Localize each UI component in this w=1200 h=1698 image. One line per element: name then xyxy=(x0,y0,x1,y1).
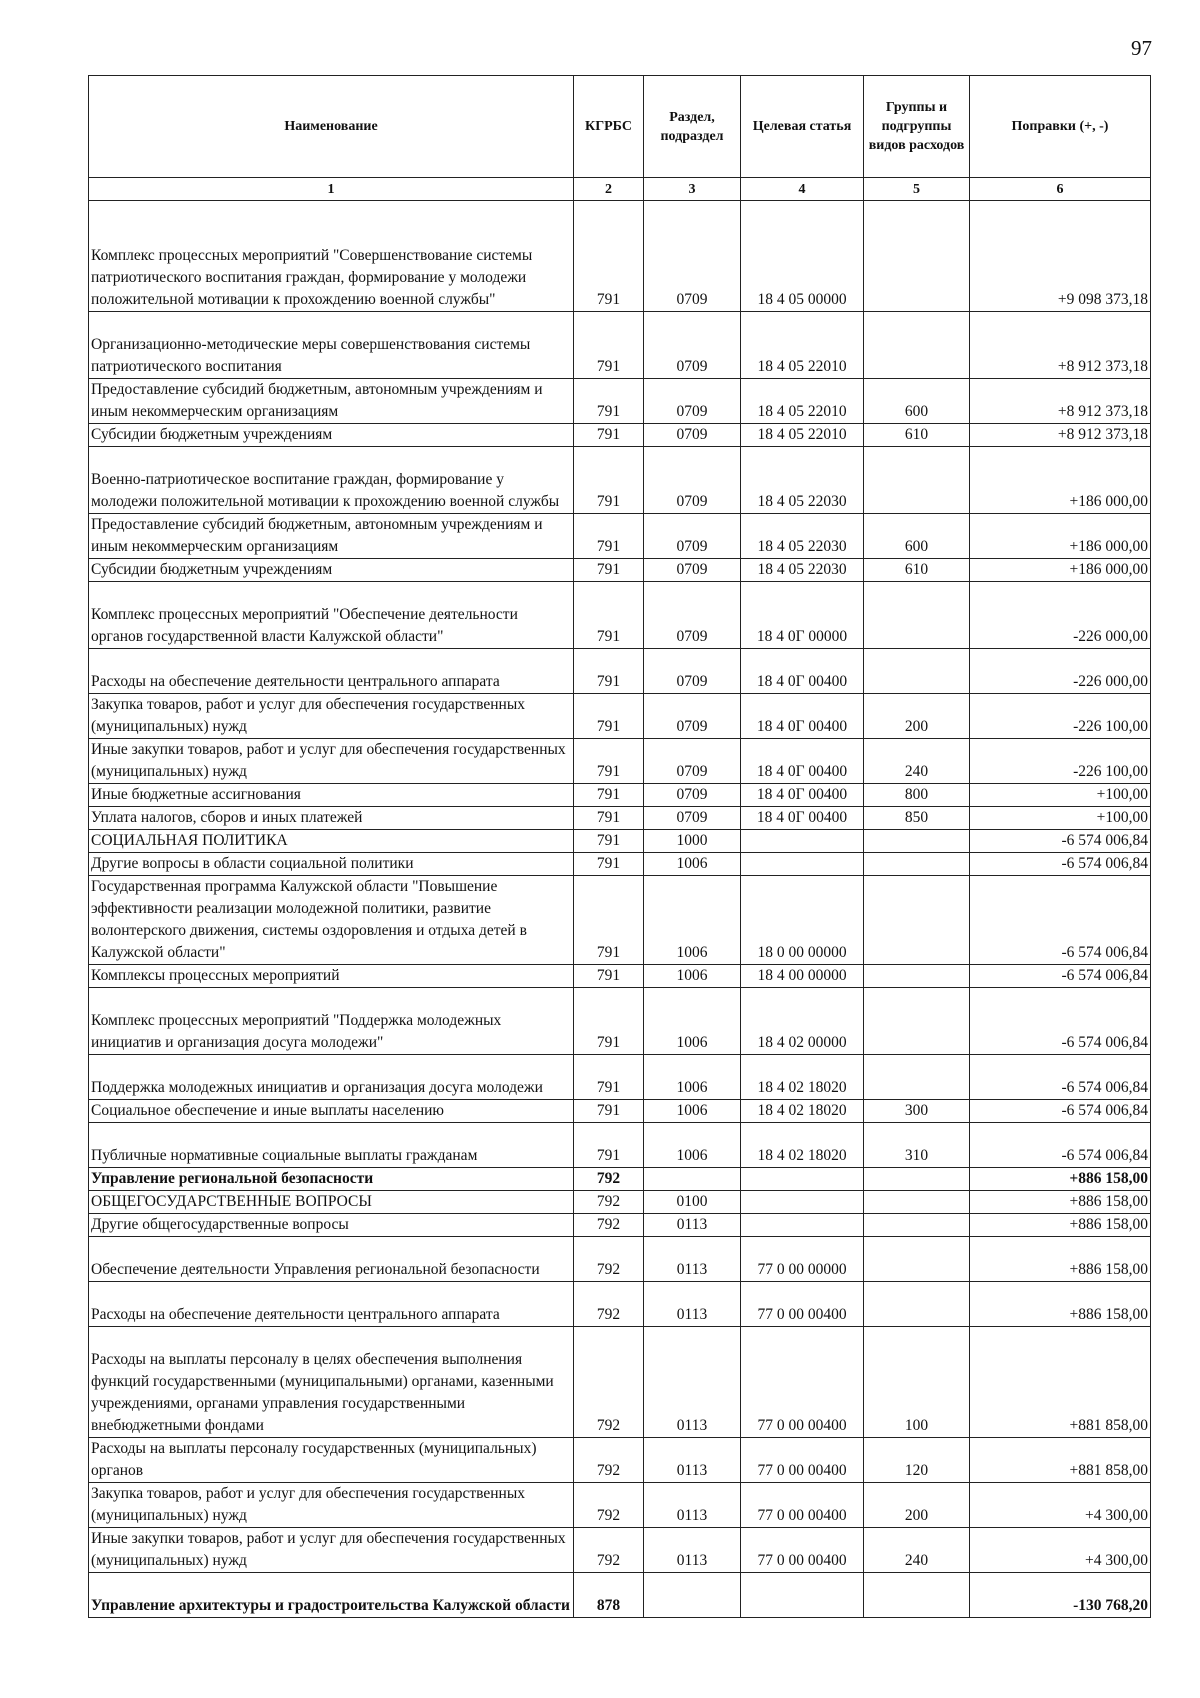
row-amount-cell: +4 300,00 xyxy=(970,1528,1151,1573)
table-row xyxy=(89,559,1151,582)
row-amount-cell: -6 574 006,84 xyxy=(970,830,1151,853)
row-kgrbs-cell: 791 xyxy=(574,1055,644,1100)
row-target-cell: 18 4 0Г 00000 xyxy=(741,582,864,649)
table-row xyxy=(89,424,1151,447)
row-kgrbs-cell: 792 xyxy=(574,1282,644,1327)
row-name-cell: Обеспечение деятельности Управления региональной безопасности xyxy=(89,1237,574,1282)
table-row xyxy=(89,1191,1151,1214)
row-name-cell: Субсидии бюджетным учреждениям xyxy=(89,424,574,447)
row-target-cell: 18 4 0Г 00400 xyxy=(741,649,864,694)
row-amount-cell: -6 574 006,84 xyxy=(970,1100,1151,1123)
table-row xyxy=(89,1055,1151,1100)
row-amount-cell: +186 000,00 xyxy=(970,559,1151,582)
row-kgrbs-cell: 791 xyxy=(574,853,644,876)
row-group-cell: 610 xyxy=(864,424,970,447)
row-kgrbs-cell: 791 xyxy=(574,201,644,312)
row-target-cell: 18 4 02 18020 xyxy=(741,1100,864,1123)
row-kgrbs-cell: 791 xyxy=(574,876,644,965)
row-target-cell: 18 4 0Г 00400 xyxy=(741,807,864,830)
row-section-cell: 0709 xyxy=(644,201,741,312)
row-section-cell: 1006 xyxy=(644,876,741,965)
row-group-cell: 310 xyxy=(864,1123,970,1168)
row-section-cell: 1006 xyxy=(644,988,741,1055)
row-amount-cell: +8 912 373,18 xyxy=(970,424,1151,447)
row-amount-cell: +9 098 373,18 xyxy=(970,201,1151,312)
row-amount-cell: +100,00 xyxy=(970,807,1151,830)
row-group-cell xyxy=(864,201,970,312)
row-name-cell: Иные бюджетные ассигнования xyxy=(89,784,574,807)
column-header-kgrbs: КГРБС xyxy=(574,76,644,178)
row-group-cell: 610 xyxy=(864,559,970,582)
row-kgrbs-cell: 791 xyxy=(574,830,644,853)
row-section-cell: 0113 xyxy=(644,1438,741,1483)
row-name-cell: Комплексы процессных мероприятий xyxy=(89,965,574,988)
table-row xyxy=(89,1100,1151,1123)
row-group-cell xyxy=(864,965,970,988)
row-kgrbs-cell: 791 xyxy=(574,1100,644,1123)
column-number: 2 xyxy=(574,178,644,201)
row-kgrbs-cell: 792 xyxy=(574,1483,644,1528)
row-kgrbs-cell: 791 xyxy=(574,965,644,988)
row-kgrbs-cell: 791 xyxy=(574,559,644,582)
row-amount-cell: +886 158,00 xyxy=(970,1282,1151,1327)
row-group-cell xyxy=(864,1282,970,1327)
row-kgrbs-cell: 792 xyxy=(574,1327,644,1438)
row-name-cell: Управление региональной безопасности xyxy=(89,1168,574,1191)
row-section-cell: 1006 xyxy=(644,1100,741,1123)
row-group-cell xyxy=(864,876,970,965)
row-target-cell: 18 4 0Г 00400 xyxy=(741,739,864,784)
table-row xyxy=(89,1123,1151,1168)
row-target-cell: 18 4 05 22010 xyxy=(741,424,864,447)
row-group-cell xyxy=(864,988,970,1055)
table-row xyxy=(89,1528,1151,1573)
row-name-cell: Субсидии бюджетным учреждениям xyxy=(89,559,574,582)
row-group-cell xyxy=(864,1055,970,1100)
table-row xyxy=(89,1237,1151,1282)
table-row xyxy=(89,694,1151,739)
column-number: 1 xyxy=(89,178,574,201)
row-name-cell: Закупка товаров, работ и услуг для обеспечения государственных (муниципальных) нужд xyxy=(89,694,574,739)
row-name-cell: Расходы на выплаты персоналу государственных (муниципальных) органов xyxy=(89,1438,574,1483)
row-target-cell: 18 4 02 18020 xyxy=(741,1123,864,1168)
column-number: 6 xyxy=(970,178,1151,201)
row-kgrbs-cell: 791 xyxy=(574,988,644,1055)
table-row xyxy=(89,739,1151,784)
column-header-name: Наименование xyxy=(89,76,574,178)
row-name-cell: Предоставление субсидий бюджетным, автономным учреждениям и иным некоммерческим организациям xyxy=(89,514,574,559)
row-group-cell xyxy=(864,830,970,853)
row-name-cell: Государственная программа Калужской области "Повышение эффективности реализации молодежной политики, развитие волонтерского движения, системы оздоровления и отдыха детей в Калужской области" xyxy=(89,876,574,965)
row-group-cell: 120 xyxy=(864,1438,970,1483)
row-target-cell: 18 4 05 22010 xyxy=(741,312,864,379)
row-section-cell: 1006 xyxy=(644,965,741,988)
row-group-cell: 200 xyxy=(864,694,970,739)
table-row xyxy=(89,1282,1151,1327)
row-amount-cell: -226 000,00 xyxy=(970,582,1151,649)
row-section-cell: 0113 xyxy=(644,1237,741,1282)
row-section-cell: 1006 xyxy=(644,853,741,876)
row-target-cell: 18 4 05 22010 xyxy=(741,379,864,424)
row-amount-cell: -6 574 006,84 xyxy=(970,876,1151,965)
row-amount-cell: +100,00 xyxy=(970,784,1151,807)
row-target-cell: 77 0 00 00400 xyxy=(741,1282,864,1327)
row-target-cell: 18 4 05 22030 xyxy=(741,447,864,514)
row-name-cell: Социальное обеспечение и иные выплаты населению xyxy=(89,1100,574,1123)
row-name-cell: Уплата налогов, сборов и иных платежей xyxy=(89,807,574,830)
table-row xyxy=(89,807,1151,830)
row-amount-cell: -6 574 006,84 xyxy=(970,853,1151,876)
row-amount-cell: +886 158,00 xyxy=(970,1237,1151,1282)
table-row xyxy=(89,201,1151,312)
row-target-cell: 18 4 05 00000 xyxy=(741,201,864,312)
row-group-cell xyxy=(864,312,970,379)
row-section-cell: 0100 xyxy=(644,1191,741,1214)
column-number: 4 xyxy=(741,178,864,201)
row-name-cell: Другие вопросы в области социальной политики xyxy=(89,853,574,876)
row-name-cell: СОЦИАЛЬНАЯ ПОЛИТИКА xyxy=(89,830,574,853)
row-kgrbs-cell: 792 xyxy=(574,1214,644,1237)
table-header-row xyxy=(89,76,1151,178)
row-amount-cell: +886 158,00 xyxy=(970,1168,1151,1191)
row-section-cell: 0113 xyxy=(644,1483,741,1528)
row-section-cell: 0709 xyxy=(644,649,741,694)
column-header-target: Целевая статья xyxy=(741,76,864,178)
row-amount-cell: +8 912 373,18 xyxy=(970,312,1151,379)
row-amount-cell: +4 300,00 xyxy=(970,1483,1151,1528)
table-row xyxy=(89,582,1151,649)
row-target-cell xyxy=(741,830,864,853)
row-target-cell: 18 4 05 22030 xyxy=(741,559,864,582)
row-target-cell xyxy=(741,1191,864,1214)
row-target-cell: 77 0 00 00400 xyxy=(741,1438,864,1483)
row-amount-cell: -6 574 006,84 xyxy=(970,1123,1151,1168)
table-row xyxy=(89,784,1151,807)
row-kgrbs-cell: 791 xyxy=(574,807,644,830)
table-row xyxy=(89,1438,1151,1483)
row-kgrbs-cell: 791 xyxy=(574,379,644,424)
row-target-cell: 18 4 00 00000 xyxy=(741,965,864,988)
table-row xyxy=(89,1483,1151,1528)
row-group-cell: 200 xyxy=(864,1483,970,1528)
row-name-cell: Комплекс процессных мероприятий "Поддержка молодежных инициатив и организация досуга молодежи" xyxy=(89,988,574,1055)
row-section-cell: 1006 xyxy=(644,1055,741,1100)
row-amount-cell: -226 100,00 xyxy=(970,694,1151,739)
budget-amendments-table xyxy=(88,75,1151,1618)
table-row xyxy=(89,876,1151,965)
row-name-cell: Другие общегосударственные вопросы xyxy=(89,1214,574,1237)
row-section-cell: 0709 xyxy=(644,559,741,582)
row-kgrbs-cell: 792 xyxy=(574,1528,644,1573)
row-group-cell: 300 xyxy=(864,1100,970,1123)
row-kgrbs-cell: 792 xyxy=(574,1237,644,1282)
row-kgrbs-cell: 791 xyxy=(574,312,644,379)
row-group-cell xyxy=(864,1214,970,1237)
row-group-cell: 850 xyxy=(864,807,970,830)
row-kgrbs-cell: 791 xyxy=(574,649,644,694)
row-target-cell: 18 4 02 00000 xyxy=(741,988,864,1055)
row-section-cell: 0709 xyxy=(644,312,741,379)
column-number: 5 xyxy=(864,178,970,201)
column-number: 3 xyxy=(644,178,741,201)
table-row xyxy=(89,853,1151,876)
row-group-cell: 240 xyxy=(864,739,970,784)
row-section-cell: 0709 xyxy=(644,424,741,447)
row-amount-cell: -6 574 006,84 xyxy=(970,965,1151,988)
row-group-cell: 800 xyxy=(864,784,970,807)
table-row xyxy=(89,514,1151,559)
row-kgrbs-cell: 791 xyxy=(574,582,644,649)
row-kgrbs-cell: 791 xyxy=(574,424,644,447)
row-group-cell: 100 xyxy=(864,1327,970,1438)
row-target-cell xyxy=(741,853,864,876)
row-group-cell xyxy=(864,447,970,514)
table-row xyxy=(89,447,1151,514)
row-group-cell xyxy=(864,1191,970,1214)
row-amount-cell: +186 000,00 xyxy=(970,447,1151,514)
row-section-cell: 0709 xyxy=(644,582,741,649)
table-row xyxy=(89,649,1151,694)
row-section-cell: 0709 xyxy=(644,739,741,784)
column-header-amount: Поправки (+, -) xyxy=(970,76,1151,178)
row-group-cell: 600 xyxy=(864,379,970,424)
table-row xyxy=(89,988,1151,1055)
row-group-cell xyxy=(864,1168,970,1191)
row-amount-cell: +881 858,00 xyxy=(970,1438,1151,1483)
row-amount-cell: +886 158,00 xyxy=(970,1214,1151,1237)
row-target-cell: 18 4 0Г 00400 xyxy=(741,694,864,739)
table-row xyxy=(89,1327,1151,1438)
row-amount-cell: +881 858,00 xyxy=(970,1327,1151,1438)
row-amount-cell: -226 000,00 xyxy=(970,649,1151,694)
page-number: 97 xyxy=(1131,36,1152,60)
row-section-cell: 0709 xyxy=(644,807,741,830)
row-section-cell: 0113 xyxy=(644,1214,741,1237)
row-section-cell: 0709 xyxy=(644,447,741,514)
row-amount-cell: +186 000,00 xyxy=(970,514,1151,559)
row-section-cell: 1006 xyxy=(644,1123,741,1168)
row-name-cell: Военно-патриотическое воспитание граждан, формирование у молодежи положительной мотивации к прохождению военной службы xyxy=(89,447,574,514)
row-amount-cell: -226 100,00 xyxy=(970,739,1151,784)
row-name-cell: Комплекс процессных мероприятий "Обеспечение деятельности органов государственной власти Калужской области" xyxy=(89,582,574,649)
row-section-cell: 0709 xyxy=(644,514,741,559)
row-kgrbs-cell: 791 xyxy=(574,694,644,739)
row-group-cell: 600 xyxy=(864,514,970,559)
row-section-cell: 0113 xyxy=(644,1282,741,1327)
row-name-cell: Управление архитектуры и градостроительства Калужской области xyxy=(89,1573,574,1618)
row-amount-cell: -130 768,20 xyxy=(970,1573,1151,1618)
row-target-cell xyxy=(741,1168,864,1191)
row-amount-cell: -6 574 006,84 xyxy=(970,988,1151,1055)
table-row xyxy=(89,830,1151,853)
row-group-cell: 240 xyxy=(864,1528,970,1573)
row-section-cell: 0709 xyxy=(644,784,741,807)
row-name-cell: Публичные нормативные социальные выплаты гражданам xyxy=(89,1123,574,1168)
row-name-cell: ОБЩЕГОСУДАРСТВЕННЫЕ ВОПРОСЫ xyxy=(89,1191,574,1214)
row-amount-cell: +886 158,00 xyxy=(970,1191,1151,1214)
row-kgrbs-cell: 791 xyxy=(574,1123,644,1168)
column-header-group: Группы и подгруппы видов расходов xyxy=(864,76,970,178)
row-name-cell: Расходы на обеспечение деятельности центрального аппарата xyxy=(89,1282,574,1327)
row-name-cell: Иные закупки товаров, работ и услуг для обеспечения государственных (муниципальных) нужд xyxy=(89,739,574,784)
row-group-cell xyxy=(864,1237,970,1282)
row-kgrbs-cell: 791 xyxy=(574,447,644,514)
table-row xyxy=(89,379,1151,424)
row-target-cell: 18 0 00 00000 xyxy=(741,876,864,965)
row-amount-cell: -6 574 006,84 xyxy=(970,1055,1151,1100)
row-section-cell: 0709 xyxy=(644,694,741,739)
table-body xyxy=(89,201,1151,1618)
table-row xyxy=(89,1214,1151,1237)
row-section-cell xyxy=(644,1573,741,1618)
row-name-cell: Предоставление субсидий бюджетным, автономным учреждениям и иным некоммерческим организациям xyxy=(89,379,574,424)
row-group-cell xyxy=(864,649,970,694)
row-section-cell: 0709 xyxy=(644,379,741,424)
row-name-cell: Организационно-методические меры совершенствования системы патриотического воспитания xyxy=(89,312,574,379)
table-row xyxy=(89,1168,1151,1191)
row-section-cell xyxy=(644,1168,741,1191)
row-kgrbs-cell: 791 xyxy=(574,739,644,784)
row-target-cell: 77 0 00 00400 xyxy=(741,1327,864,1438)
row-name-cell: Комплекс процессных мероприятий "Совершенствование системы патриотического воспитания граждан, формирование у молодежи положительной мотивации к прохождению военной службы" xyxy=(89,201,574,312)
row-name-cell: Расходы на обеспечение деятельности центрального аппарата xyxy=(89,649,574,694)
row-section-cell: 0113 xyxy=(644,1327,741,1438)
row-group-cell xyxy=(864,853,970,876)
row-kgrbs-cell: 791 xyxy=(574,514,644,559)
row-target-cell: 77 0 00 00000 xyxy=(741,1237,864,1282)
row-amount-cell: +8 912 373,18 xyxy=(970,379,1151,424)
row-name-cell: Поддержка молодежных инициатив и организация досуга молодежи xyxy=(89,1055,574,1100)
row-kgrbs-cell: 792 xyxy=(574,1191,644,1214)
table-row xyxy=(89,1573,1151,1618)
row-kgrbs-cell: 791 xyxy=(574,784,644,807)
table-row xyxy=(89,965,1151,988)
table-row xyxy=(89,312,1151,379)
row-group-cell xyxy=(864,582,970,649)
column-number-row xyxy=(89,178,1151,201)
row-target-cell: 77 0 00 00400 xyxy=(741,1528,864,1573)
row-group-cell xyxy=(864,1573,970,1618)
row-kgrbs-cell: 792 xyxy=(574,1168,644,1191)
row-kgrbs-cell: 792 xyxy=(574,1438,644,1483)
row-name-cell: Иные закупки товаров, работ и услуг для обеспечения государственных (муниципальных) нужд xyxy=(89,1528,574,1573)
row-target-cell xyxy=(741,1214,864,1237)
row-name-cell: Закупка товаров, работ и услуг для обеспечения государственных (муниципальных) нужд xyxy=(89,1483,574,1528)
row-target-cell: 18 4 05 22030 xyxy=(741,514,864,559)
column-header-section: Раздел, подраздел xyxy=(644,76,741,178)
row-target-cell xyxy=(741,1573,864,1618)
row-section-cell: 1000 xyxy=(644,830,741,853)
row-section-cell: 0113 xyxy=(644,1528,741,1573)
row-target-cell: 18 4 0Г 00400 xyxy=(741,784,864,807)
row-target-cell: 18 4 02 18020 xyxy=(741,1055,864,1100)
row-kgrbs-cell: 878 xyxy=(574,1573,644,1618)
row-name-cell: Расходы на выплаты персоналу в целях обеспечения выполнения функций государственными (муниципальными) органами, казенными учреждениями, органами управления государственными внебюджетными фондами xyxy=(89,1327,574,1438)
row-target-cell: 77 0 00 00400 xyxy=(741,1483,864,1528)
